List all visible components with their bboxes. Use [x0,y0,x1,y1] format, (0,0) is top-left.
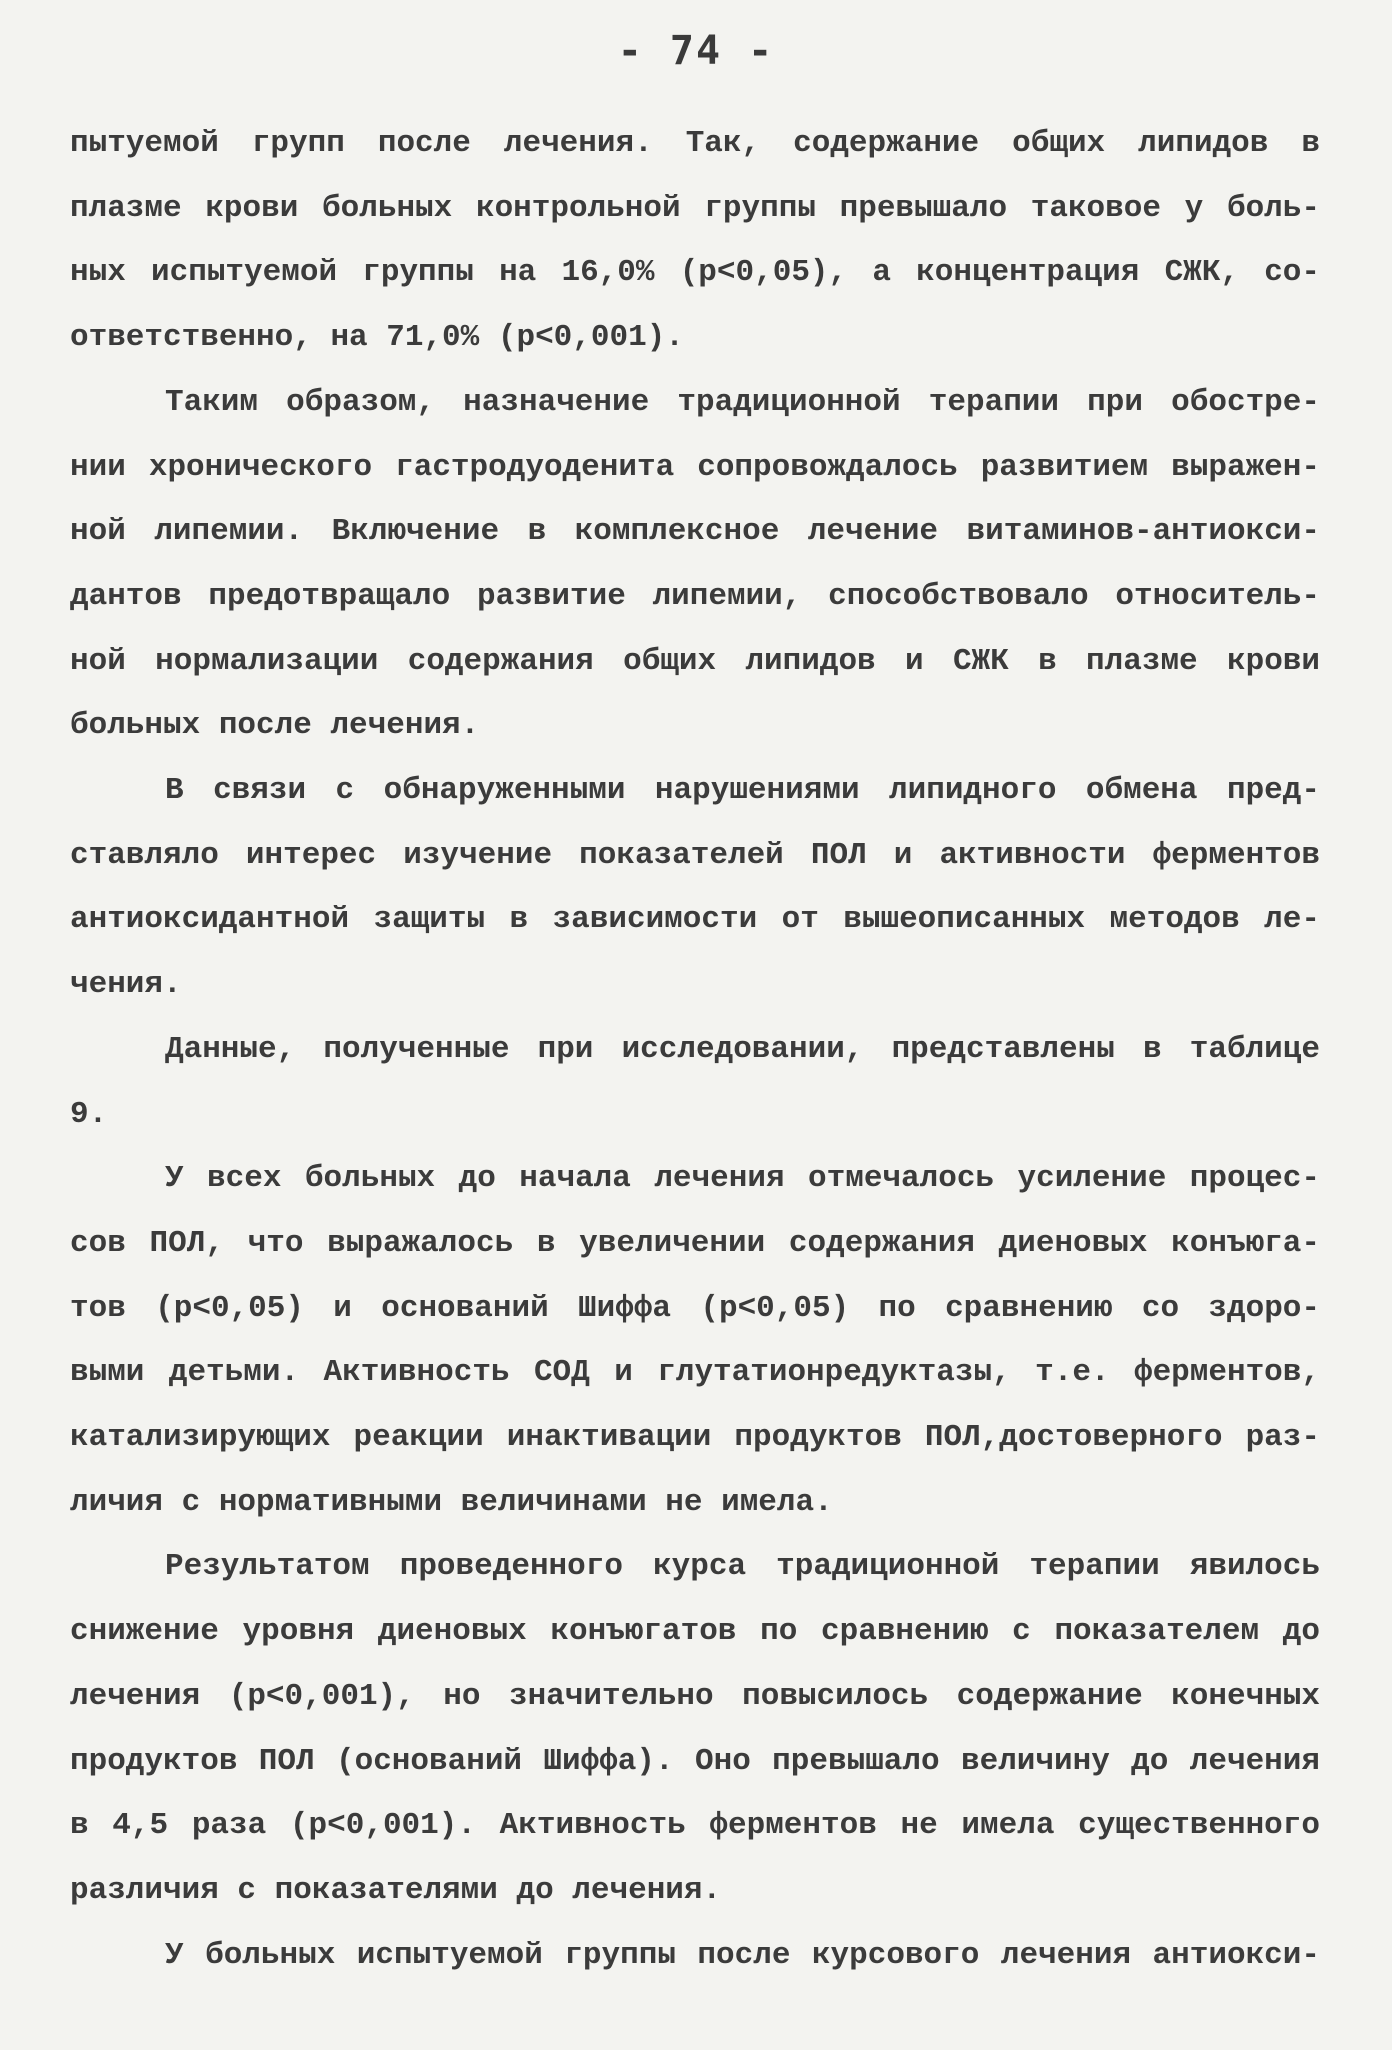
text-line: У всех больных до начала лечения отмечалось усиление процес- [165,1161,1320,1197]
text-line: чения. [70,967,182,1003]
text-line: ной липемии. Включение в комплексное лечение витаминов-антиокси- [70,514,1320,550]
text-line: продуктов ПОЛ (оснований Шиффа). Оно превышало величину до лечения [70,1743,1320,1779]
text-line: катализирующих реакции инактивации продуктов ПОЛ,достоверного раз- [70,1420,1320,1456]
text-line: пытуемой групп после лечения. Так, содержание общих липидов в [70,126,1320,161]
paragraph [70,1018,1320,1147]
page-number: - 74 - [617,28,775,74]
text-line: ных испытуемой группы на 16,0% (p<0,05), а концентрация СЖК, со- [70,255,1320,291]
paragraph [70,1924,1320,1989]
paragraph [70,1147,1320,1535]
text-line: Результатом проведенного курса традиционной терапии явилось [165,1549,1320,1585]
body-text [70,112,1320,1988]
paragraph [70,1535,1320,1923]
text-line: тов (p<0,05) и оснований Шиффа (p<0,05) по сравнению со здоро- [70,1290,1320,1326]
paragraph [70,371,1320,759]
paragraph [70,112,1320,371]
text-line: различия с показателями до лечения. [70,1872,722,1908]
text-line: выми детьми. Активность СОД и глутатионредуктазы, т.е. ферментов, [70,1355,1320,1391]
text-line: антиоксидантной защиты в зависимости от вышеописанных методов ле- [70,902,1320,938]
text-line: больных после лечения. [70,708,480,744]
text-line: в 4,5 раза (p<0,001). Активность ферментов не имела существенного [70,1808,1320,1844]
text-line: Таким образом, назначение традиционной терапии при обостре- [165,384,1320,420]
text-line: личия с нормативными величинами не имела. [70,1484,833,1520]
text-line: ставляло интерес изучение показателей ПОЛ и активности ферментов [70,837,1320,873]
text-line: ной нормализации содержания общих липидов и СЖК в плазме крови [70,643,1320,679]
text-line: нии хронического гастродуоденита сопровождалось развитием выражен- [70,449,1320,485]
paragraph [70,759,1320,1018]
text-line: 9. [70,1096,108,1132]
text-line: дантов предотвращало развитие липемии, способствовало относитель- [70,578,1320,614]
text-line: В связи с обнаруженными нарушениями липидного обмена пред- [165,773,1320,809]
text-line: сов ПОЛ, что выражалось в увеличении содержания диеновых конъюга- [70,1225,1320,1261]
text-line: У больных испытуемой группы после курсового лечения антиокси- [165,1937,1320,1973]
text-line: снижение уровня диеновых конъюгатов по сравнению с показателем до [70,1614,1320,1650]
text-line: ответственно, на 71,0% (p<0,001). [70,320,684,356]
text-line: Данные, полученные при исследовании, представлены в таблице [165,1031,1320,1067]
text-line: лечения (p<0,001), но значительно повысилось содержание конечных [70,1678,1320,1714]
text-line: плазме крови больных контрольной группы превышало таковое у боль- [70,190,1320,226]
